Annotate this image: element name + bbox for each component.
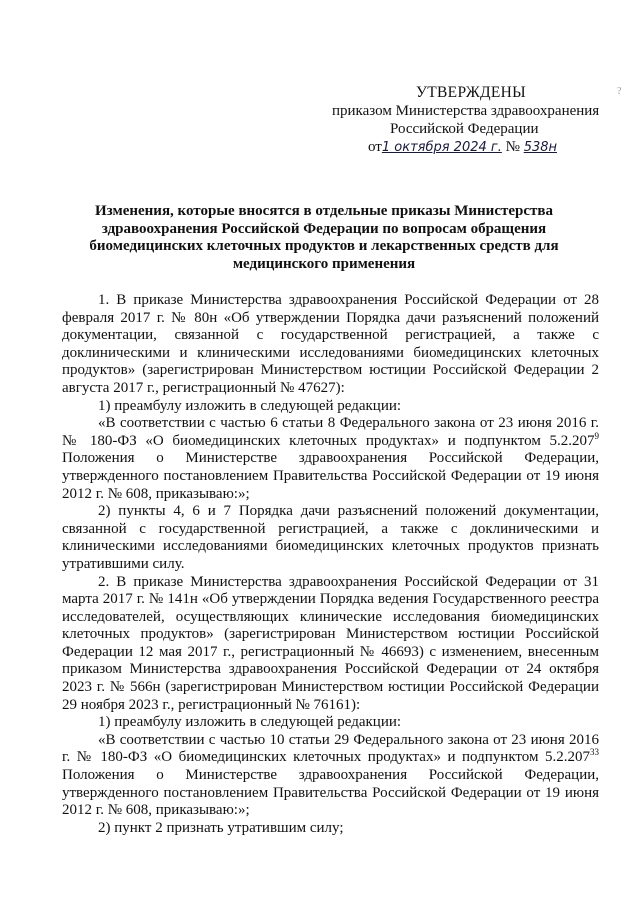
footnote-superscript: 33	[590, 747, 599, 758]
paragraph-2-item-2: 2) пункт 2 признать утратившим силу;	[98, 819, 344, 836]
margin-mark: ?	[617, 86, 622, 97]
approval-issuer: приказом Министерства здравоохранения	[332, 103, 600, 119]
paragraph-2-item-1: 1) преамбулу изложить в следующей редакции:	[98, 714, 402, 731]
approval-issuer-country: Российской Федерации	[390, 121, 539, 137]
quote-text-end: Положения о Министерстве здравоохранения Российской Федерации, утвержденного постановлением Правительства Российской Федерации от 19 июня 2012 г. № 608, приказываю:»;	[62, 767, 599, 819]
quote-text-end: Положения о Министерстве здравоохранения Российской Федерации, утвержденного постановлением Правительства Российской Федерации от 19 июня 2012 г. № 608, приказываю:»;	[62, 450, 599, 502]
number-label: №	[505, 139, 520, 155]
quote-text-start: «В соответствии с частью 6 статьи 8 Федерального закона от 23 июня 2016 г. № 180-ФЗ «О биомедицинских клеточных продуктах» и подпунктом 5.2.207	[62, 415, 599, 449]
footnote-superscript: 9	[594, 430, 599, 441]
paragraph-1: 1. В приказе Министерства здравоохранения Российской Федерации от 28 февраля 2017 г. № 80н «Об утверждении Порядка дачи разъяснений положений документации, связанной с государственной регистрацией, а также с доклиническими и клиническими исследованиями биомедицинских клеточных продуктов» (зарегистрирован Министерством юстиции Российской Федерации 2 августа 2017 г., регистрационный № 47627):	[62, 292, 599, 396]
document-heading: Изменения, которые вносятся в отдельные приказы Министерства здравоохранения Российской Федерации по вопросам обращения биомедицинских клеточных продуктов и лекарственных средств для медицинского применения	[89, 203, 559, 272]
handwritten-date: 1 октября 2024 г.	[381, 140, 502, 155]
paragraph-1-item-2: 2) пункты 4, 6 и 7 Порядка дачи разъяснений положений документации, связанной с государственной регистрацией, а также с доклиническими и клиническими исследованиями биомедицинских клеточных продуктов признать утратившими силу.	[62, 503, 599, 572]
paragraph-1-quote	[62, 415, 599, 503]
approval-date-number	[322, 138, 612, 157]
approval-title: УТВЕРЖДЕНЫ	[416, 84, 526, 101]
approval-stamp	[322, 84, 612, 157]
quote-text-start: «В соответствии с частью 10 статьи 29 Федерального закона от 23 июня 2016 г. № 180-ФЗ «О биомедицинских клеточных продуктах» и подпунктом 5.2.207	[62, 731, 599, 766]
document-body	[62, 292, 599, 837]
handwritten-number: 538н	[523, 140, 557, 155]
paragraph-1-item-1: 1) преамбулу изложить в следующей редакции:	[98, 397, 402, 414]
paragraph-2: 2. В приказе Министерства здравоохранения Российской Федерации от 31 марта 2017 г. № 141н «Об утверждении Порядка ведения Государственного реестра исследователей, осуществляющих клинические исследования биомедицинских клеточных продуктов» (зарегистрирован Министерством юстиции Российской Федерации 12 мая 2017 г., регистрационный № 46693) с изменением, внесенным приказом Министерства здравоохранения Российской Федерации от 24 октября 2023 г. № 566н (зарегистрирован Министерством юстиции Российской Федерации 29 ноября 2023 г., регистрационный № 76161):	[62, 573, 599, 713]
from-label: от	[368, 139, 382, 155]
paragraph-2-quote	[62, 732, 599, 820]
